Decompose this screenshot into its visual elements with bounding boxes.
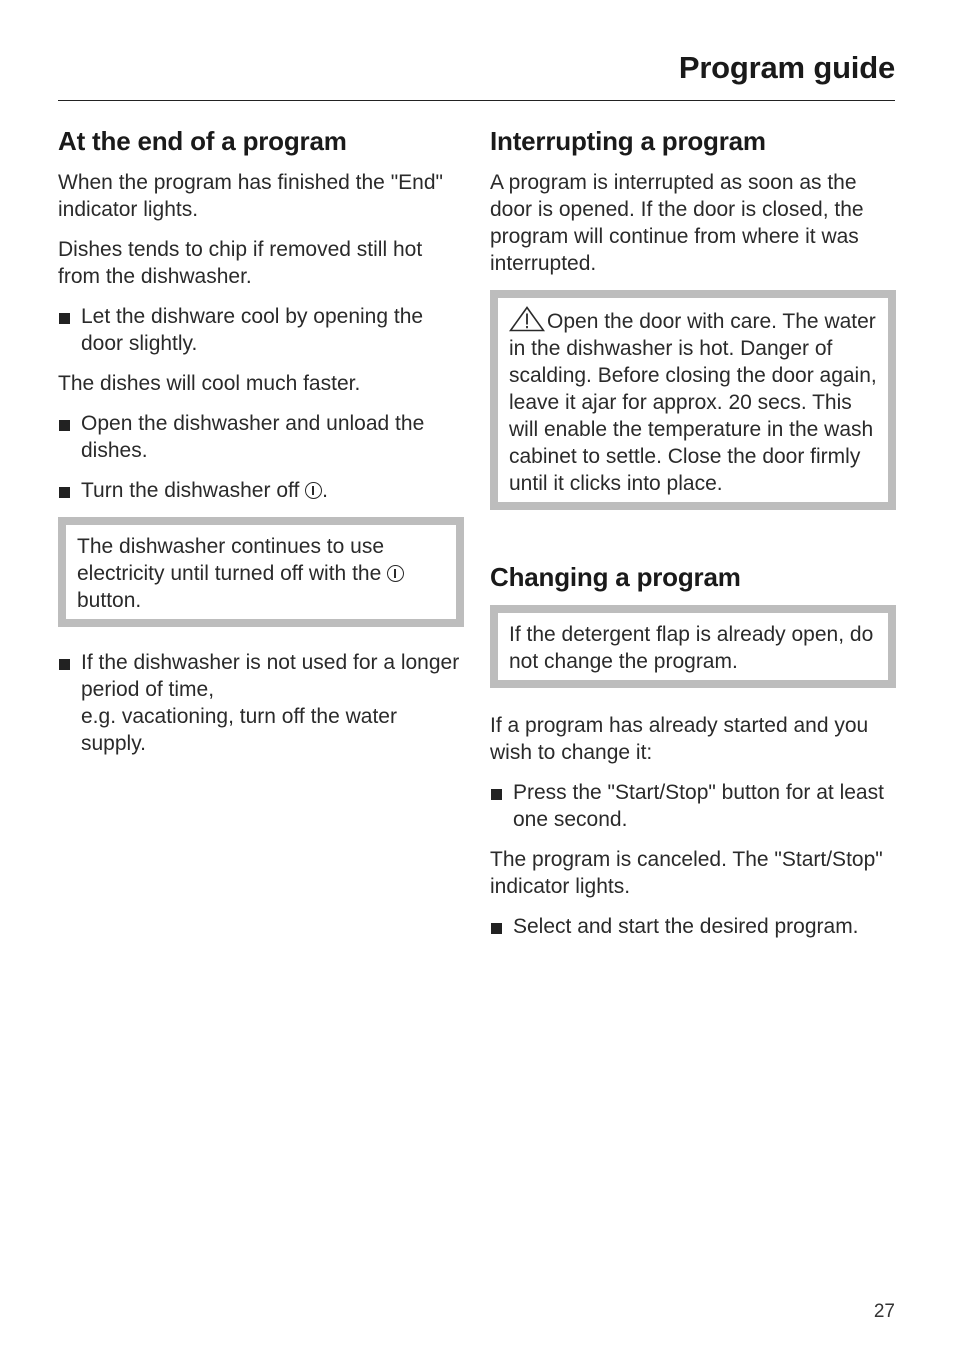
paragraph: The program is canceled. The "Start/Stop" indicator lights. [490,848,883,898]
section-heading-changing: Changing a program [490,562,741,592]
bullet-square-icon [59,487,70,498]
bullet-item [490,779,896,833]
section-heading-interrupting: Interrupting a program [490,126,766,156]
paragraph: Dishes tends to chip if removed still hot from the dishwasher. [58,238,423,288]
power-icon [387,565,404,582]
note-box [58,517,464,627]
bullet-item [58,410,464,464]
bullet-text: e.g. vacationing, turn off the water supply. [81,705,397,755]
warning-triangle-icon [509,306,545,332]
bullet-text: Turn the dishwasher off [81,479,306,502]
warning-text [509,306,877,497]
bullet-text: Press the "Start/Stop" button for at least one second. [513,781,884,831]
note-text-end: button. [77,589,142,612]
bullet-text: Let the dishware cool by opening the door slightly. [81,305,424,355]
paragraph: If a program has already started and you wish to change it: [490,714,869,764]
bullet-text: Select and start the desired program. [513,915,859,938]
warning-box [490,290,896,510]
bullet-square-icon [59,659,70,670]
bullet-text: If the dishwasher is not used for a longer period of time, [81,651,460,701]
bullet-text-end: . [322,479,328,502]
bullet-item [58,649,464,757]
paragraph: When the program has finished the "End" indicator lights. [58,171,443,221]
page-number: 27 [873,1301,895,1322]
bullet-text: Open the dishwasher and unload the dishes. [81,412,425,462]
bullet-square-icon [491,789,502,800]
note-text [77,533,445,614]
paragraph: A program is interrupted as soon as the door is opened. If the door is closed, the program will continue from where it was interrupted. [490,171,864,275]
header-divider [58,100,895,101]
right-column [490,124,896,953]
note-text: If the detergent flap is already open, do not change the program. [509,623,874,673]
bullet-item [58,303,464,357]
spacer [490,510,896,560]
bullet-square-icon [59,313,70,324]
warning-text-content: Open the door with care. The water in the dishwasher is hot. Danger of scalding. Before closing the door again, leave it ajar for approx. 20 secs. This will enable the temperature in the wash cabinet to settle. Close the door firmly until it clicks into place. [509,310,877,495]
bullet-square-icon [59,420,70,431]
bullet-square-icon [491,923,502,934]
bullet-item [58,477,464,504]
section-heading-end-of-program: At the end of a program [58,126,347,156]
bullet-item [490,913,896,940]
left-column [58,124,464,770]
paragraph: The dishes will cool much faster. [58,372,361,395]
note-text-start: The dishwasher continues to use electricity until turned off with the [77,535,388,585]
note-box [490,605,896,688]
page-title: Program guide [678,50,895,85]
power-icon [305,482,322,499]
